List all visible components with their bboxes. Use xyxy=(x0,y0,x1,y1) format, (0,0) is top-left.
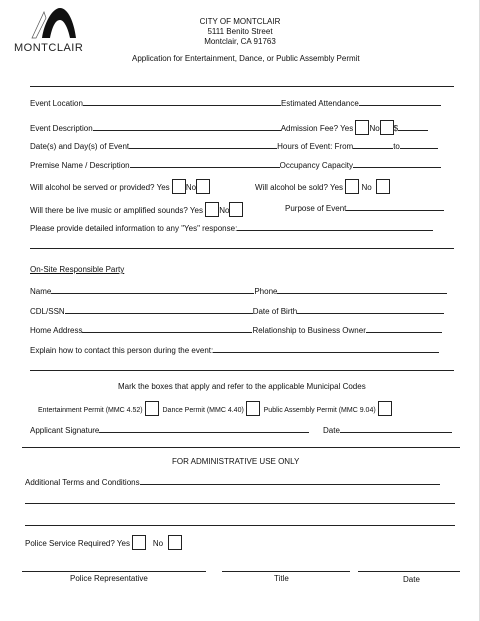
admission-no-label: No xyxy=(369,124,380,133)
admission-label: Admission Fee? Yes xyxy=(280,124,354,133)
event-description-field[interactable] xyxy=(93,122,281,131)
premise-row xyxy=(30,159,441,171)
hours-to-field[interactable] xyxy=(400,140,438,149)
name-label: Name xyxy=(30,287,52,296)
dance-permit-label: Dance Permit (MMC 4.40) xyxy=(162,407,244,414)
relationship-label: Relationship to Business Owner xyxy=(252,326,366,335)
police-date-line[interactable] xyxy=(358,571,460,572)
alcohol-sold-label: Will alcohol be sold? Yes xyxy=(255,183,344,192)
premise-label: Premise Name / Description xyxy=(30,161,130,170)
event-dates-row xyxy=(30,140,438,152)
police-rep-line[interactable] xyxy=(22,571,206,572)
permits-instruction: Mark the boxes that apply and refer to the applicable Municipal Codes xyxy=(118,382,366,391)
signature-date-label: Date xyxy=(323,426,340,435)
signature-label: Applicant Signature xyxy=(30,426,100,435)
terms-label: Additional Terms and Conditions xyxy=(25,478,140,487)
form-title: Application for Entertainment, Dance, or Public Assembly Permit xyxy=(132,54,360,63)
music-no-checkbox[interactable] xyxy=(229,202,243,217)
dob-field[interactable] xyxy=(297,305,444,314)
signature-row xyxy=(30,424,309,436)
name-field[interactable] xyxy=(51,285,254,294)
contact-label: Explain how to contact this person during the event: xyxy=(30,346,214,355)
event-location-field[interactable] xyxy=(83,97,281,106)
logo-wordmark: MONTCLAIR xyxy=(14,42,84,54)
admission-amount-field[interactable] xyxy=(398,122,428,131)
dance-permit-checkbox[interactable] xyxy=(246,401,260,416)
terms-field[interactable] xyxy=(140,476,440,485)
music-label: Will there be live music or amplified sounds? Yes xyxy=(30,206,203,215)
event-location-row xyxy=(30,97,441,109)
police-date-label: Date xyxy=(403,575,420,584)
dob-label: Date of Birth xyxy=(252,307,298,316)
contact-field[interactable] xyxy=(213,344,439,353)
alcohol-sold-no-label: No xyxy=(361,183,372,192)
address-row xyxy=(30,324,442,336)
signature-date-field[interactable] xyxy=(340,424,452,433)
event-description-row xyxy=(30,120,428,135)
alcohol-sold-yes-checkbox[interactable] xyxy=(345,179,359,194)
hours-from-field[interactable] xyxy=(353,140,393,149)
cdl-field[interactable] xyxy=(65,305,253,314)
dollar-label: $ xyxy=(393,124,399,133)
event-dates-field[interactable] xyxy=(129,140,277,149)
police-rep-label: Police Representative xyxy=(70,574,148,583)
attendance-label: Estimated Attendance xyxy=(280,99,359,108)
yes-response-row xyxy=(30,222,433,234)
contact-row xyxy=(30,344,439,356)
terms-row xyxy=(25,476,440,488)
hours-from-label: Hours of Event: From xyxy=(277,142,354,151)
assembly-permit-checkbox[interactable] xyxy=(378,401,392,416)
city-state-zip: Montclair, CA 91763 xyxy=(204,37,276,46)
attendance-field[interactable] xyxy=(359,97,441,106)
police-title-label: Title xyxy=(274,574,289,583)
police-no-label: No xyxy=(152,539,164,548)
terms-line-3[interactable] xyxy=(25,525,455,526)
yes-response-label: Please provide detailed information to any "Yes" response: xyxy=(30,224,238,233)
entertainment-permit-checkbox[interactable] xyxy=(145,401,159,416)
occupancy-field[interactable] xyxy=(353,159,441,168)
yes-response-line-2[interactable] xyxy=(30,248,454,249)
police-title-line[interactable] xyxy=(222,571,350,572)
assembly-permit-label: Public Assembly Permit (MMC 9.04) xyxy=(263,407,376,414)
music-yes-checkbox[interactable] xyxy=(205,202,219,217)
city-name: CITY OF MONTCLAIR xyxy=(199,17,281,26)
occupancy-label: Occupancy Capacity xyxy=(279,161,353,170)
music-row xyxy=(30,202,243,217)
entertainment-permit-label: Entertainment Permit (MMC 4.52) xyxy=(38,407,143,414)
city-logo-icon xyxy=(30,4,80,40)
admin-heading: FOR ADMINISTRATIVE USE ONLY xyxy=(172,457,300,466)
police-row xyxy=(25,535,182,550)
police-label: Police Service Required? Yes xyxy=(25,539,130,548)
premise-field[interactable] xyxy=(130,159,280,168)
cdl-label: CDL/SSN xyxy=(30,307,65,316)
cdl-row xyxy=(30,305,444,317)
event-dates-label: Date(s) and Day(s) of Event xyxy=(30,142,130,151)
admission-yes-checkbox[interactable] xyxy=(355,120,369,135)
alcohol-sold-no-checkbox[interactable] xyxy=(376,179,390,194)
event-location-label: Event Location xyxy=(30,99,83,108)
alcohol-sold-row xyxy=(255,179,390,194)
event-description-label: Event Description xyxy=(30,124,93,133)
relationship-field[interactable] xyxy=(366,324,442,333)
signature-field[interactable] xyxy=(99,424,309,433)
police-yes-checkbox[interactable] xyxy=(132,535,146,550)
purpose-row xyxy=(285,202,444,214)
permits-row xyxy=(38,401,392,416)
yes-response-field[interactable] xyxy=(237,222,433,231)
alcohol-served-no-checkbox[interactable] xyxy=(196,179,210,194)
responsible-party-heading: On-Site Responsible Party xyxy=(30,265,125,274)
header-divider xyxy=(30,86,454,87)
hours-to-label: to xyxy=(393,142,400,151)
city-street: 5111 Benito Street xyxy=(207,27,273,36)
signature-date-row xyxy=(323,424,452,436)
purpose-field[interactable] xyxy=(346,202,444,211)
contact-line-2[interactable] xyxy=(30,370,454,371)
address-label: Home Address xyxy=(30,326,83,335)
alcohol-served-yes-checkbox[interactable] xyxy=(172,179,186,194)
phone-field[interactable] xyxy=(277,285,447,294)
phone-label: Phone xyxy=(254,287,278,296)
name-row xyxy=(30,285,447,297)
music-no-label: No xyxy=(219,206,230,215)
alcohol-row xyxy=(30,179,210,194)
admin-divider xyxy=(22,447,460,448)
alcohol-served-label: Will alcohol be served or provided? Yes xyxy=(30,183,170,192)
alcohol-served-no-label: No xyxy=(185,183,197,192)
terms-line-2[interactable] xyxy=(25,503,455,504)
police-no-checkbox[interactable] xyxy=(168,535,182,550)
address-field[interactable] xyxy=(82,324,252,333)
purpose-label: Purpose of Event xyxy=(285,204,347,213)
admission-no-checkbox[interactable] xyxy=(380,120,394,135)
